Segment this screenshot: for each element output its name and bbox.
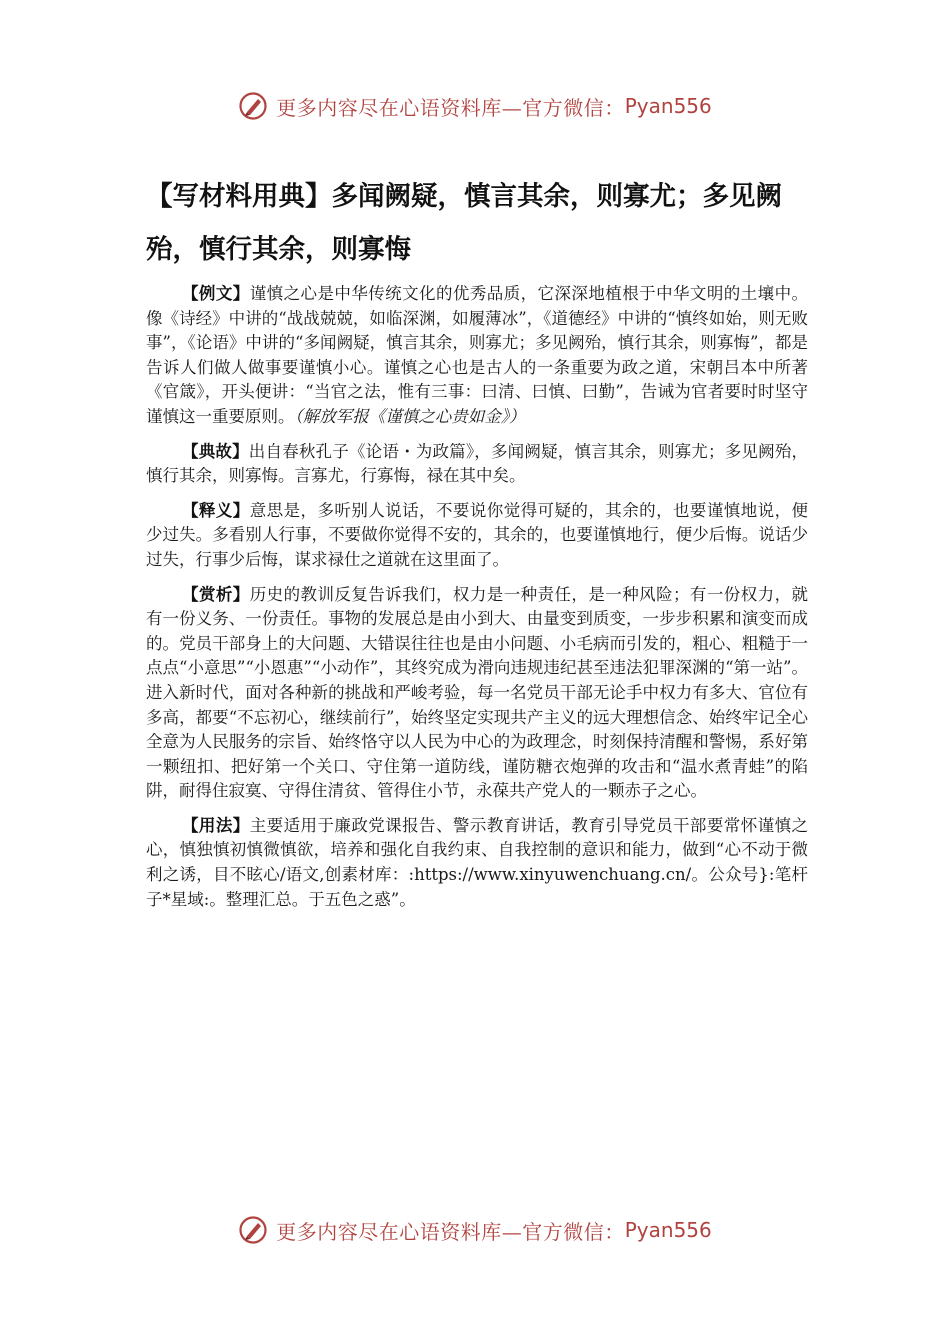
example-tag: 【例文】 xyxy=(182,284,250,303)
allusion-text: 出自春秋孔子《论语・为政篇》，多闻阙疑，慎言其余，则寡尤；多见阙殆，慎行其余，则寡悔。言寡尤，行寡悔，禄在其中矣。 xyxy=(146,441,809,486)
allusion-paragraph xyxy=(146,440,808,489)
wechat-id: Pyan556 xyxy=(624,94,712,118)
banner-text: 更多内容尽在心语资料库—官方微信： xyxy=(276,95,625,120)
page-title: 【写材料用典】多闻阙疑，慎言其余，则寡尤；多见阙殆，慎行其余，则寡悔 xyxy=(146,181,782,265)
appreciation-tag: 【赏析】 xyxy=(182,584,250,604)
example-source: （解放军报《谨慎之心贵如金》） xyxy=(294,406,526,426)
usage-tag: 【用法】 xyxy=(182,815,250,835)
meaning-paragraph xyxy=(146,499,808,573)
banner-text: 更多内容尽在心语资料库—官方微信： xyxy=(276,1219,625,1244)
appreciation-paragraph xyxy=(146,583,808,804)
allusion-tag: 【典故】 xyxy=(182,441,249,461)
example-text: 谨慎之心是中华传统文化的优秀品质，它深深地植根于中华文明的土壤中。像《诗经》中讲的“战战兢兢，如临深渊，如履薄冰”，《道德经》中讲的“慎终如始，则无败事”，《论语》中讲的“多闻阙疑，慎言其余，则寡尤；多见阙殆，慎行其余，则寡悔”，都是告诉人们做人做事要谨慎小心。谨慎之心也是古人的一条重要为政之道，宋朝吕本中所著《官箴》，开头便讲：“当官之法，惟有三事：曰清、曰慎、曰勤”，告诫为官者要时时坚守谨慎这一重要原则。 xyxy=(146,284,809,426)
example-paragraph xyxy=(146,282,808,430)
usage-paragraph xyxy=(146,814,808,912)
article-body xyxy=(146,282,808,922)
meaning-text: 意思是，多听别人说话，不要说你觉得可疑的，其余的，也要谨慎地说，便少过失。多看别人行事，不要做你觉得不安的，其余的，也要谨慎地行，便少后悔。说话少过失，行事少后悔，谋求禄仕之道就在这里面了。 xyxy=(146,500,809,569)
appreciation-text: 历史的教训反复告诉我们，权力是一种责任，是一种风险；有一份权力，就有一份义务、一份责任。事物的发展总是由小到大、由量变到质变，一步步积累和演变而成的。党员干部身上的大问题、大错误往往也是由小问题、小毛病而引发的，粗心、粗糙于一点点“小意思”“小恩惠”“小动作”，其终究成为滑向违规违纪甚至违法犯罪深渊的“第一站”。进入新时代，面对各种新的挑战和严峻考验，每一名党员干部无论手中权力有多大、官位有多高，都要“不忘初心，继续前行”，始终坚定实现共产主义的远大理想信念、始终牢记全心全意为人民服务的宗旨、始终恪守以人民为中心的为政理念，时刻保持清醒和警惕，系好第一颗纽扣、把好第一个关口、守住第一道防线，谨防糖衣炮弹的攻击和“温水煮青蛙”的陷阱，耐得住寂寞、守得住清贫、管得住小节，永葆共产党人的一颗赤子之心。 xyxy=(146,584,809,801)
wechat-id: Pyan556 xyxy=(624,1218,712,1242)
pen-circle-logo-icon xyxy=(238,1215,268,1245)
header-banner xyxy=(0,86,950,126)
meaning-tag: 【释义】 xyxy=(182,500,250,520)
pen-circle-logo-icon xyxy=(238,91,268,121)
usage-text: 主要适用于廉政党课报告、警示教育讲话，教育引导党员干部要常怀谨慎之心，慎独慎初慎微慎欲，培养和强化自我约束、自我控制的意识和能力，做到“心不动于微利之诱，目不眩心/语文,创素材库：:https://www.xinyuwenchuang.cn/。公众号}:笔杆子*星域:。整理汇总。于五色之惑”。 xyxy=(146,815,809,909)
footer-banner xyxy=(0,1210,950,1250)
